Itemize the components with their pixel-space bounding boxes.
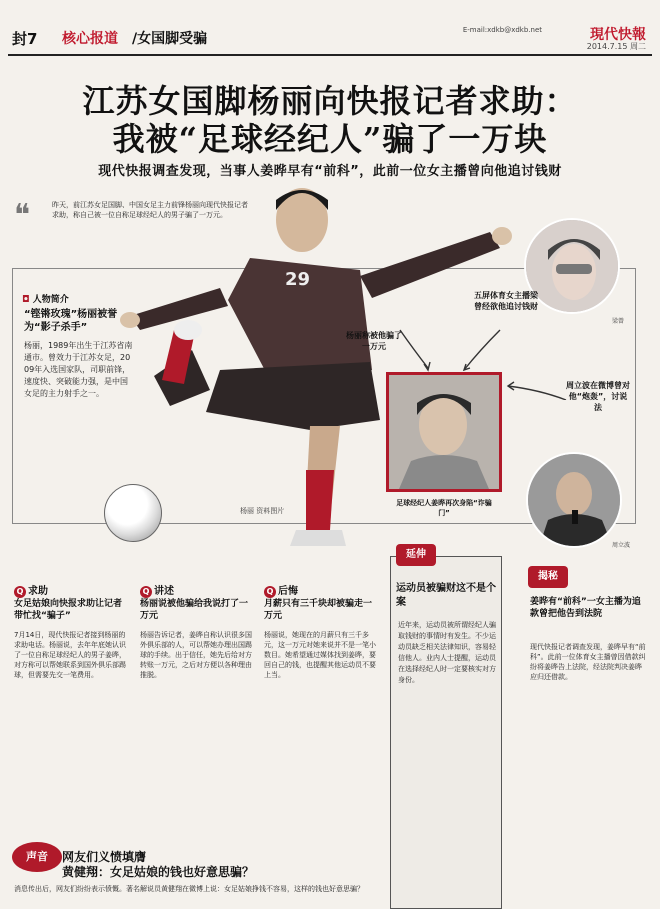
bottom-title-line-2: 黄健翔：女足姑娘的钱也好意思骗？ (62, 865, 255, 879)
extension-badge: 延伸 (396, 544, 436, 566)
column-3-head (264, 582, 298, 598)
football-image (104, 484, 162, 542)
quote-mark-icon: ❝ (14, 198, 31, 233)
q-icon: Q (140, 586, 152, 598)
page-number: 封7 (12, 30, 38, 48)
subsection-label: /女国脚受骗 (132, 31, 208, 47)
headline-line-1: 江苏女国脚杨丽向快报记者求助： (82, 82, 578, 120)
profile-text: 杨丽，1989年出生于江苏省南通市。曾效力于江苏女足，2009年入选国家队，司职前锋，速度快、突破能力强，是中国女足的主力射手之一。 (24, 341, 133, 398)
column-2-title: 杨丽说被他骗给我说打了一万元 (140, 599, 249, 621)
expose-text: 现代快报记者调查发现，姜晔早有“前科”。此前一位体育女主播曾因借款纠纷将姜晔告上法院，经法院判决姜晔应归还借款。 (530, 643, 646, 681)
callout-yangli: 杨丽称被他骗了一万元 (346, 331, 402, 351)
column-2-text: 杨丽告诉记者，姜晔自称认识很多国外俱乐部的人，可以帮她办理出国踢球的手续。出于信任，她先后给对方转账一万元，之后对方便以各种理由推脱。 (140, 631, 252, 679)
intro-text: 昨天，前江苏女足国脚、中国女足主力前锋杨丽向现代快报记者求助，称自己被一位自称足球经纪人的男子骗了一万元。 (52, 201, 248, 219)
column-3-title: 月薪只有三千块却被骗走一万元 (264, 599, 373, 621)
jersey-number: 29 (285, 269, 311, 290)
extension-text: 近年来，运动员被所谓经纪人骗取钱财的事情时有发生。不少运动员缺乏相关法律知识，容易轻信他人。业内人士提醒，运动员在选择经纪人时一定要核实对方身份。 (398, 621, 496, 684)
bottom-title-line-1: 网友们义愤填膺 (62, 850, 147, 864)
bottom-title (62, 850, 254, 880)
section-label: 核心报道 (62, 31, 118, 47)
expose-badge: 揭秘 (528, 566, 568, 588)
column-3-text: 杨丽说，她现在的月薪只有三千多元，这一万元对她来说并不是一笔小数目。她希望通过媒体找到姜晔，要回自己的钱，也提醒其他运动员不要上当。 (264, 631, 376, 679)
masthead-logo: 現代快報 (590, 27, 646, 43)
q-icon: Q (14, 586, 26, 598)
anchor-caption: 梁曾 (612, 318, 625, 325)
profile-tag-label: 人物简介 (32, 295, 69, 305)
zhoulibo-portrait (526, 452, 622, 548)
callout-anchor: 五屏体育女主播梁曾经欲他追讨钱财 (474, 291, 538, 311)
page-header (8, 24, 652, 56)
extension-title: 运动员被骗财这不是个案 (396, 583, 496, 608)
agent-caption: 足球经纪人姜晔再次身陷“诈骗门” (396, 499, 492, 517)
contact-email: E-mail:xdkb@xdkb.net (462, 26, 542, 34)
sub-headline: 现代快报调查发现，当事人姜晔早有“前科”，此前一位女主播曾向他追讨钱财 (98, 164, 562, 179)
photo-credit: 杨丽 资料图片 (240, 507, 285, 515)
column-1-label: 求助 (28, 586, 48, 597)
profile-tag-icon: ◘ (22, 295, 30, 305)
callout-arrows (380, 290, 600, 400)
callout-zhoulibo: 周立波在微博曾对他“炮轰”，讨说法 (566, 381, 630, 412)
zhoulibo-caption: 周立波 (612, 542, 631, 549)
headline-line-2: 我被“足球经纪人”骗了一万块 (112, 120, 548, 158)
column-3-label: 后悔 (278, 586, 298, 597)
expose-title: 姜晔有“前科”一女主播为追款曾把他告到法院 (530, 597, 641, 619)
main-headline (0, 82, 660, 158)
profile-title: “铿锵玫瑰”杨丽被誉为“影子杀手” (24, 309, 118, 333)
column-2-label: 讲述 (154, 586, 174, 597)
profile-tag (22, 292, 69, 305)
bottom-text: 消息传出后，网友们纷纷表示愤慨。著名解说员黄健翔在微博上说：女足姑娘挣钱不容易，这样的钱也好意思骗？ (14, 885, 364, 893)
column-2-head (140, 582, 174, 598)
column-1-title: 女足姑娘向快报求助让记者带忙找“骗子” (14, 599, 123, 621)
q-icon: Q (264, 586, 276, 598)
column-1-head (14, 582, 48, 598)
column-1-text: 7月14日，现代快报记者接到杨丽的求助电话。杨丽说，去年年底她认识了一位自称足球经纪人的男子姜晔，对方称可以帮她联系到国外俱乐部踢球，但需要先交一笔费用。 (14, 631, 126, 679)
voice-badge: 声音 (12, 842, 62, 872)
issue-date: 2014.7.15 周二 (586, 42, 646, 51)
